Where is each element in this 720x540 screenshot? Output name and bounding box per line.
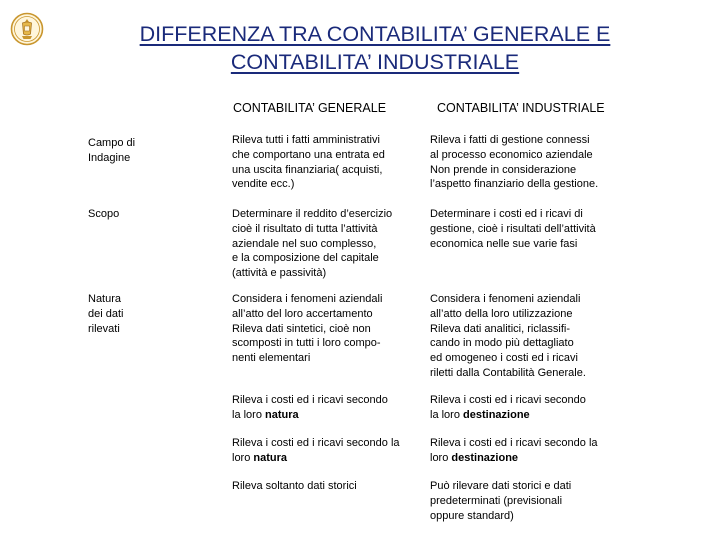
cell-general-row5 bbox=[232, 436, 422, 466]
emblem-logo bbox=[10, 12, 44, 46]
row-label-natura: Natura dei dati rilevati bbox=[88, 293, 124, 335]
cell-industrial-row4 bbox=[430, 393, 630, 423]
cell-bold-text: natura bbox=[253, 451, 288, 464]
cell-text: Rileva i costi ed i ricavi secondo la loro bbox=[430, 394, 586, 421]
cell-industrial-campo: Rileva i fatti di gestione connessi al processo economico aziendale Non prende in considerazione l’aspetto finanziario della gestione. bbox=[430, 134, 599, 191]
cell-text: Rileva i costi ed i ricavi secondo la loro bbox=[430, 437, 598, 464]
title-line-1: DIFFERENZA TRA CONTABILITA’ GENERALE E bbox=[139, 22, 611, 46]
title-line-2: CONTABILITA’ INDUSTRIALE bbox=[230, 50, 520, 74]
cell-industrial-row6: Può rilevare dati storici e dati predeterminati (previsionali oppure standard) bbox=[430, 480, 572, 522]
cell-general-campo: Rileva tutti i fatti amministrativi che comportano una entrata ed una uscita finanziaria( acquisti, vendite ecc.) bbox=[232, 134, 385, 191]
page-title bbox=[100, 20, 650, 76]
cell-industrial-row5 bbox=[430, 436, 630, 466]
row-label-scopo: Scopo bbox=[88, 208, 120, 220]
cell-general-row6: Rileva soltanto dati storici bbox=[232, 480, 357, 492]
cell-bold-text: destinazione bbox=[451, 451, 519, 464]
row-label-campo: Campo di Indagine bbox=[88, 137, 136, 164]
column-header-general: CONTABILITA’ GENERALE bbox=[233, 101, 387, 115]
cell-text: Rileva i costi ed i ricavi secondo la loro bbox=[232, 394, 388, 421]
cell-general-row4 bbox=[232, 393, 422, 423]
cell-bold-text: destinazione bbox=[463, 408, 530, 421]
cell-industrial-scopo: Determinare i costi ed i ricavi di gestione, cioè i risultati dell’attività economica nelle sue varie fasi bbox=[430, 208, 596, 250]
cell-industrial-natura: Considera i fenomeni aziendali all’atto della loro utilizzazione Rileva dati analitici, riclassifi- cando in modo più dettagliato ed omogeneo i costi ed i ricavi riletti dalla Contabilità Generale. bbox=[430, 293, 586, 379]
cell-bold-text: natura bbox=[265, 408, 299, 421]
cell-text: Rileva i costi ed i ricavi secondo la loro bbox=[232, 437, 400, 464]
column-header-industrial: CONTABILITA’ INDUSTRIALE bbox=[437, 101, 605, 115]
cell-general-natura: Considera i fenomeni aziendali all’atto del loro accertamento Rileva dati sintetici, cioè non scomposti in tutti i loro compo- nenti elementari bbox=[232, 293, 383, 365]
cell-general-scopo: Determinare il reddito d’esercizio cioè il risultato di tutta l’attività aziendale nel suo complesso, e la composizione del capitale (attività e passività) bbox=[232, 208, 393, 280]
